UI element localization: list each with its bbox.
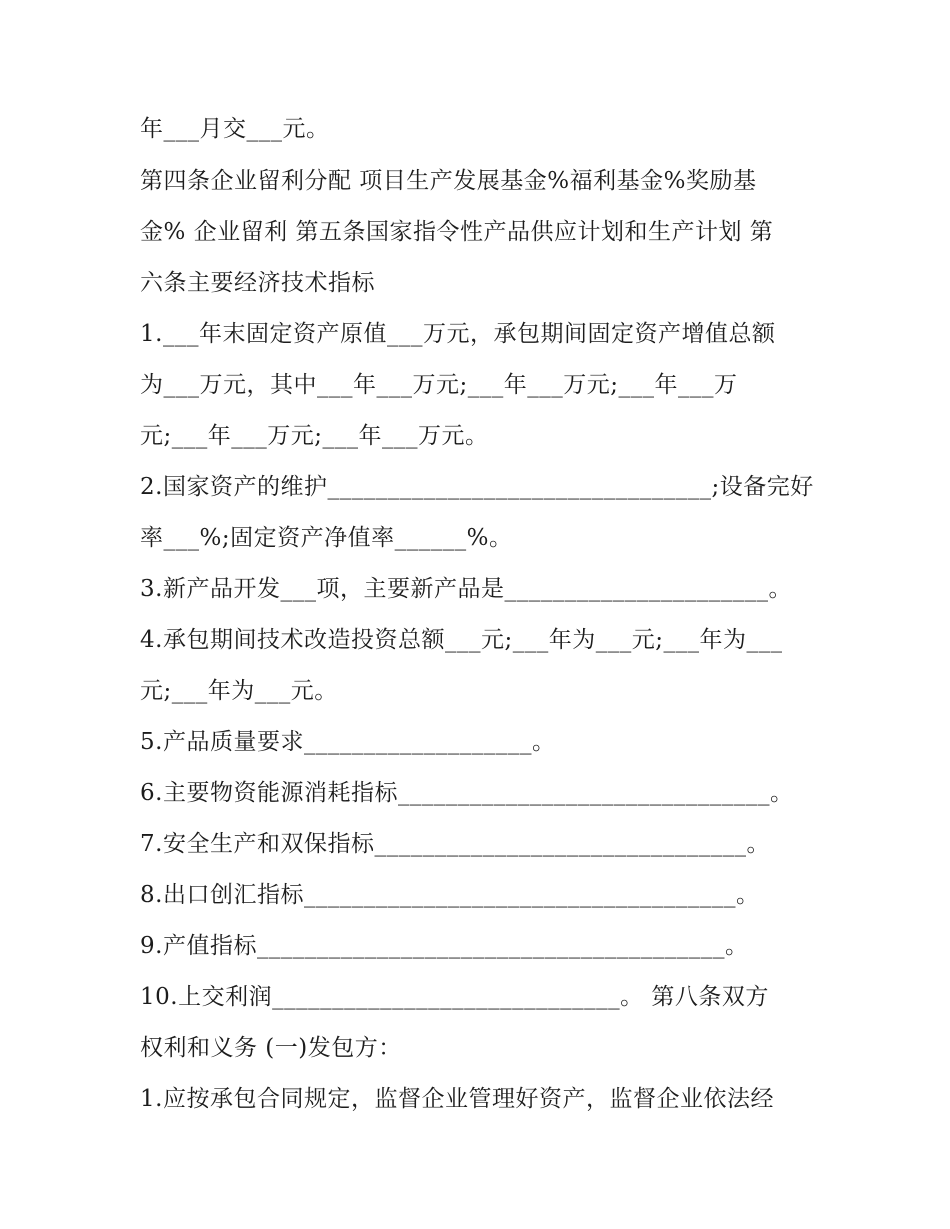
text-line: 5.产品质量要求___________________。 (140, 729, 556, 755)
text-line: 6.主要物资能源消耗指标_______________________________。 (140, 780, 794, 806)
text-line: 3.新产品开发___项，主要新产品是______________________。 (140, 576, 792, 602)
text-line: 为___万元，其中___年___万元;___年___万元;___年___万 (140, 372, 738, 398)
text-line: 10.上交利润_____________________________。 第八条双方 (140, 984, 769, 1010)
text-line: 1.___年末固定资产原值___万元，承包期间固定资产增值总额 (140, 321, 776, 347)
text-line: 第四条企业留利分配 项目生产发展基金%福利基金%奖励基 (140, 168, 757, 194)
text-line: 8.出口创汇指标____________________________________。 (140, 882, 760, 908)
text-line: 7.安全生产和双保指标_______________________________。 (140, 831, 770, 857)
text-line: 元;___年___万元;___年___万元。 (140, 423, 489, 449)
text-line: 元;___年为___元。 (140, 678, 338, 704)
text-line: 9.产值指标_______________________________________。 (140, 933, 749, 959)
text-line: 金% 企业留利 第五条国家指令性产品供应计划和生产计划 第 (140, 219, 774, 245)
text-line: 六条主要经济技术指标 (140, 270, 375, 296)
text-line: 2.国家资产的维护________________________________;设备完好 (140, 474, 814, 500)
text-line: 4.承包期间技术改造投资总额___元;___年为___元;___年为___ (140, 627, 783, 653)
text-line: 年___月交___元。 (140, 116, 330, 142)
text-line: 权利和义务 (一)发包方： (140, 1035, 402, 1061)
text-line: 1.应按承包合同规定，监督企业管理好资产，监督企业依法经 (140, 1086, 774, 1112)
text-line: 率___%;固定资产净值率______%。 (140, 525, 513, 551)
